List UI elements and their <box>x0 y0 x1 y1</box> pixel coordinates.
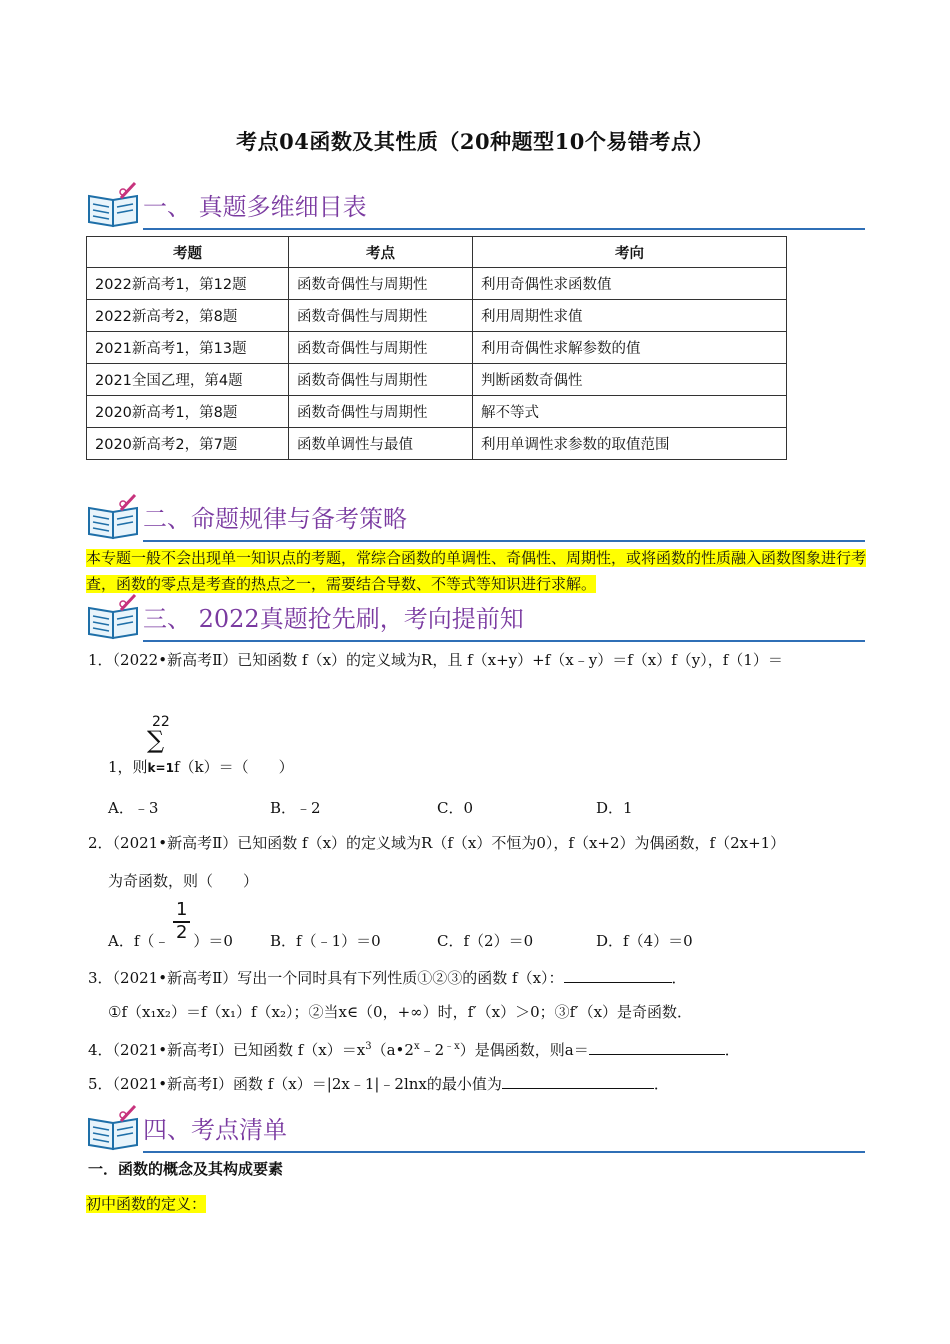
question-3-stem <box>88 967 687 988</box>
section-header-1 <box>85 180 865 230</box>
table-row <box>87 364 787 396</box>
period: ． <box>653 1075 669 1093</box>
definition-label <box>86 1193 206 1214</box>
table-cell: 函数奇偶性与周期性 <box>289 364 473 396</box>
section-rule <box>143 1151 865 1153</box>
option-a-prefix: A．f（﹣ <box>108 932 170 950</box>
table-cell: 解不等式 <box>473 396 787 428</box>
option-d[interactable]: D．1 <box>596 799 633 817</box>
question-3-text: 3．（2021•新高考Ⅱ）写出一个同时具有下列性质①②③的函数 f（x）： <box>88 969 564 987</box>
open-book-icon <box>85 180 143 228</box>
table-cell: 函数奇偶性与周期性 <box>289 396 473 428</box>
question-1-suffix: f（k）＝（ ） <box>173 758 294 776</box>
question-1-stem: 1．（2022•新高考Ⅱ）已知函数 f（x）的定义域为R，且 f（x+y）+f（x﹣y）＝f（x）f（y），f（1）＝ <box>88 651 783 669</box>
question-5-text: 5．（2021•新高考Ⅰ）函数 f（x）＝|2x﹣1|﹣2lnx的最小值为 <box>88 1075 502 1093</box>
table-row <box>87 268 787 300</box>
table-cell: 利用单调性求参数的取值范围 <box>473 428 787 460</box>
open-book-icon <box>85 592 143 640</box>
question-3-conditions: ①f（x₁x₂）＝f（x₁）f（x₂）；②当x∈（0，+∞）时，f′（x）＞0；③f′（x）是奇函数． <box>108 1003 693 1021</box>
table-row <box>87 396 787 428</box>
question-2-line-2: 为奇函数，则（ ） <box>108 872 259 890</box>
section-title: 一、 真题多维细目表 <box>143 193 367 221</box>
section-rule <box>143 228 865 230</box>
table-cell: 函数奇偶性与周期性 <box>289 300 473 332</box>
open-book-icon <box>85 492 143 540</box>
column-header: 考题 <box>87 237 289 268</box>
fraction-denominator: 2 <box>176 922 188 943</box>
table-row <box>87 428 787 460</box>
sigma-symbol: ∑ <box>147 726 165 754</box>
table-cell: 利用奇偶性求解参数的值 <box>473 332 787 364</box>
table-header-row <box>87 237 787 268</box>
option-d[interactable]: D．f（4）＝0 <box>596 932 693 950</box>
strategy-paragraph <box>86 545 866 597</box>
option-b[interactable]: B．f（﹣1）＝0 <box>270 932 381 950</box>
option-c[interactable]: C．f（2）＝0 <box>437 932 534 950</box>
table-cell: 2022新高考2，第8题 <box>87 300 289 332</box>
table-cell: 函数奇偶性与周期性 <box>289 332 473 364</box>
table-cell: 函数奇偶性与周期性 <box>289 268 473 300</box>
exam-table <box>86 236 787 460</box>
table-row <box>87 300 787 332</box>
exponent: 3 <box>365 1041 372 1052</box>
question-4-text: （a•2 <box>371 1041 414 1059</box>
table-row <box>87 332 787 364</box>
table-cell: 2020新高考2，第7题 <box>87 428 289 460</box>
option-c[interactable]: C．0 <box>437 799 474 817</box>
fraction-numerator: 1 <box>176 899 188 920</box>
option-a-suffix: ）＝0 <box>193 932 233 950</box>
section-title: 三、 2022真题抢先刷，考向提前知 <box>143 605 524 633</box>
table-cell: 2022新高考1，第12题 <box>87 268 289 300</box>
period: ． <box>724 1041 740 1059</box>
section-header-4 <box>85 1103 865 1153</box>
table-cell: 2021全国乙理，第4题 <box>87 364 289 396</box>
question-4-text: ﹣2 <box>419 1041 445 1059</box>
sum-lower-limit: k=1 <box>147 761 174 775</box>
period: ． <box>671 969 687 987</box>
definition-text: 初中函数的定义： <box>86 1195 207 1213</box>
question-5-stem <box>88 1073 669 1094</box>
table-cell: 2020新高考1，第8题 <box>87 396 289 428</box>
table-cell: 判断函数奇偶性 <box>473 364 787 396</box>
table-cell: 函数单调性与最值 <box>289 428 473 460</box>
answer-blank[interactable] <box>589 1040 725 1055</box>
question-4-stem <box>88 1037 740 1060</box>
sum-upper-limit: 22 <box>152 714 170 730</box>
exponent: x <box>413 1041 420 1052</box>
option-b[interactable]: B．﹣2 <box>270 799 321 817</box>
section-rule <box>143 640 865 642</box>
strategy-text: 本专题一般不会出现单一知识点的考题，常综合函数的单调性、奇偶性、周期性，或将函数的性质融入函数图象进行考查，函数的零点是考查的热点之一，需要结合导数、不等式等知识进行求解。 <box>86 549 867 593</box>
question-2-stem: 2．（2021•新高考Ⅱ）已知函数 f（x）的定义域为R（f（x）不恒为0），f（x+2）为偶函数，f（2x+1） <box>88 834 786 852</box>
column-header: 考向 <box>473 237 787 268</box>
table-cell: 利用奇偶性求函数值 <box>473 268 787 300</box>
question-4-text: 4．（2021•新高考Ⅰ）已知函数 f（x）＝x <box>88 1041 366 1059</box>
exponent: ﹣x <box>444 1041 460 1052</box>
question-1-prefix: 1，则 <box>108 758 148 776</box>
subsection-heading: 一．函数的概念及其构成要素 <box>88 1160 284 1178</box>
answer-blank[interactable] <box>502 1074 654 1089</box>
section-title: 二、命题规律与备考策略 <box>143 505 407 533</box>
column-header: 考点 <box>289 237 473 268</box>
option-a[interactable] <box>108 930 233 951</box>
question-4-text: ）是偶函数，则a＝ <box>459 1041 589 1059</box>
table-cell: 利用周期性求值 <box>473 300 787 332</box>
document-title: 考点04函数及其性质（20种题型10个易错考点） <box>236 129 714 154</box>
question-1-line-2 <box>108 756 294 777</box>
section-title: 四、考点清单 <box>143 1116 287 1144</box>
section-header-3 <box>85 592 865 642</box>
option-a[interactable]: A．﹣3 <box>108 799 159 817</box>
open-book-icon <box>85 1103 143 1151</box>
table-cell: 2021新高考1，第13题 <box>87 332 289 364</box>
answer-blank[interactable] <box>564 968 672 983</box>
section-header-2 <box>85 492 865 542</box>
section-rule <box>143 540 865 542</box>
